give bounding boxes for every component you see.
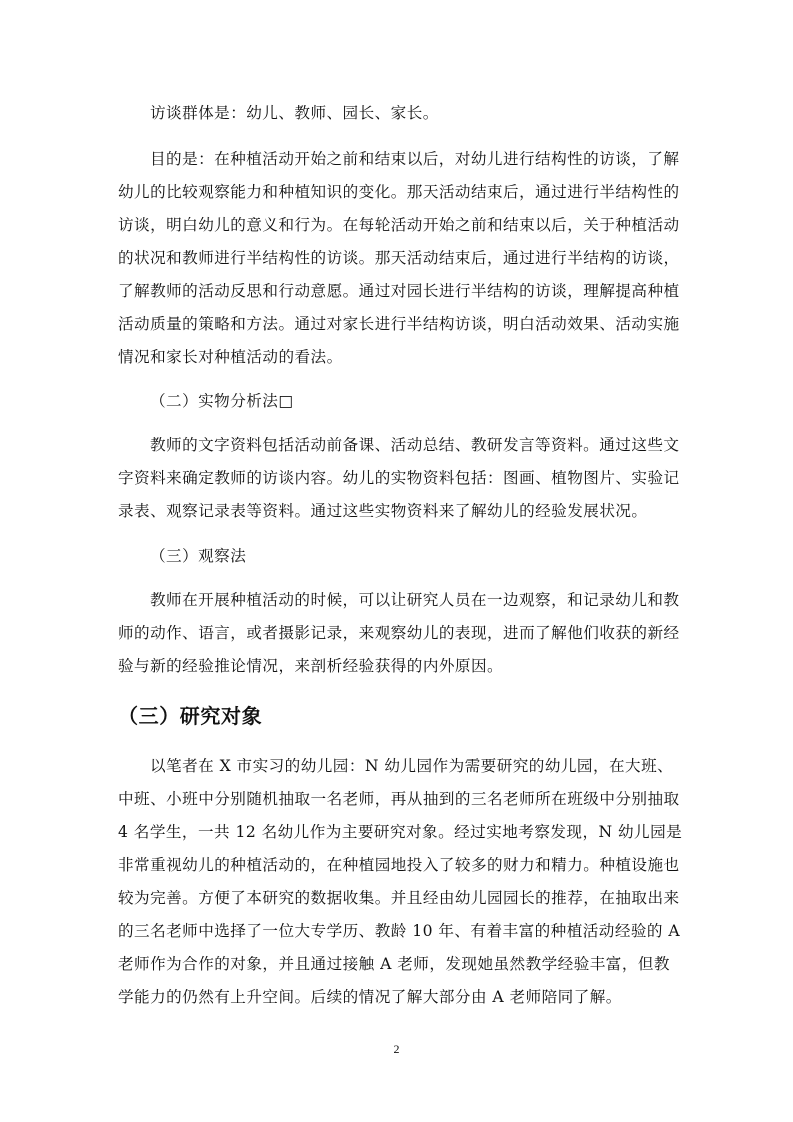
paragraph-purpose-line: 情况和家长对种植活动的看法。: [118, 348, 343, 366]
paragraph-materials-line: 字资料来确定教师的访谈内容。幼儿的实物资料包括：图画、植物图片、实验记: [118, 469, 680, 487]
paragraph-purpose-line: 的状况和教师进行半结构性的访谈。那天活动结束后，通过进行半结构的访谈，: [118, 249, 680, 267]
page-number: 2: [393, 1042, 400, 1056]
section-heading-research-objects: （三）研究对象: [118, 704, 263, 728]
paragraph-purpose-line: 访谈，明白幼儿的意义和行为。在每轮活动开始之前和结束以后，关于种植活动: [118, 216, 680, 234]
paragraph-purpose-line: 目的是：在种植活动开始之前和结束以后，对幼儿进行结构性的访谈，了解: [150, 150, 680, 168]
paragraph-research-objects-line: 4 名学生，一共 12 名幼儿作为主要研究对象。经过实地考察发现，N 幼儿园是: [118, 823, 683, 841]
paragraph-observation-line: 教师在开展种植活动的时候，可以让研究人员在一边观察，和记录幼儿和教: [150, 591, 680, 609]
paragraph-purpose-line: 活动质量的策略和方法。通过对家长进行半结构访谈，明白活动效果、活动实施: [118, 315, 680, 333]
paragraph-research-objects-line: 的三名老师中选择了一位大专学历、教龄 10 年、有着丰富的种植活动经验的 A: [118, 922, 681, 940]
paragraph-research-objects-line: 以笔者在 X 市实习的幼儿园：N 幼儿园作为需要研究的幼儿园，在大班、: [150, 757, 674, 775]
paragraph-purpose-line: 幼儿的比较观察能力和种植知识的变化。那天活动结束后，通过进行半结构性的: [118, 183, 680, 201]
paragraph-research-objects-line: 中班、小班中分别随机抽取一名老师，再从抽到的三名老师所在班级中分别抽取: [118, 790, 680, 808]
paragraph-materials-line: 录表、观察记录表等资料。通过这些实物资料来了解幼儿的经验发展状况。: [118, 502, 648, 520]
paragraph-research-objects-line: 学能力的仍然有上升空间。后续的情况了解大部分由 A 老师陪同了解。: [118, 988, 622, 1006]
paragraph-materials-line: 教师的文字资料包括活动前备课、活动总结、教研发言等资料。通过这些文: [150, 436, 680, 454]
paragraph-research-objects-line: 较为完善。方便了本研究的数据收集。并且经由幼儿园园长的推荐，在抽取出来: [118, 889, 680, 907]
paragraph-observation-line: 验与新的经验推论情况，来剖析经验获得的内外原因。: [118, 657, 504, 675]
subheading-observation: （三）观察法: [150, 547, 247, 565]
paragraph-observation-line: 师的动作、语言，或者摄影记录，来观察幼儿的表现，进而了解他们收获的新经: [118, 624, 680, 642]
paragraph-purpose-line: 了解教师的活动反思和行动意愿。通过对园长进行半结构的访谈，理解提高种植: [118, 282, 680, 300]
paragraph-research-objects-line: 老师作为合作的对象，并且通过接触 A 老师，发现她虽然教学经验丰富，但教: [118, 955, 670, 973]
paragraph-interview-groups: 访谈群体是：幼儿、教师、园长、家长。: [150, 104, 439, 122]
paragraph-research-objects-line: 非常重视幼儿的种植活动的，在种植园地投入了较多的财力和精力。种植设施也: [118, 856, 680, 874]
subheading-physical-analysis: （二）实物分析法□: [150, 392, 294, 410]
